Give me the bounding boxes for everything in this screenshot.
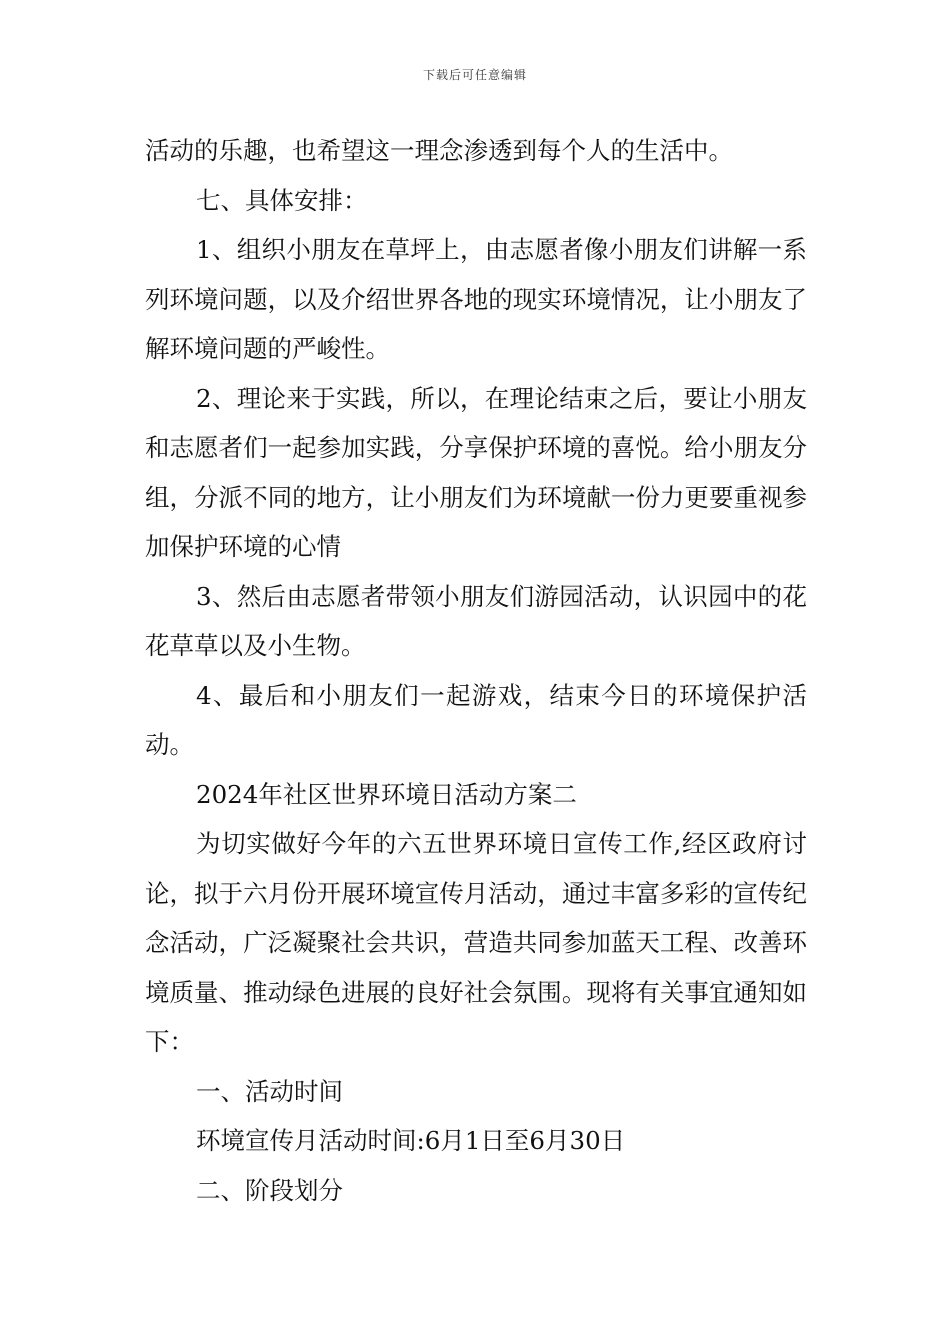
paragraph: 为切实做好今年的六五世界环境日宣传工作,经区政府讨论，拟于六月份开展环境宣传月活动，通过丰富多彩的宣传纪念活动，广泛凝聚社会共识，营造共同参加蓝天工程、改善环境质量、推动绿色进展的良好社会氛围。现将有关事宜通知如下： <box>145 829 807 1056</box>
section-heading: 二、阶段划分 <box>196 1175 343 1205</box>
section-heading: 七、具体安排： <box>196 185 368 215</box>
section-heading: 一、活动时间 <box>196 1076 343 1106</box>
document-body <box>145 126 807 1215</box>
paragraph: 3、然后由志愿者带领小朋友们游园活动，认识园中的花花草草以及小生物。 <box>145 581 807 660</box>
paragraph: 1、组织小朋友在草坪上，由志愿者像小朋友们讲解一系列环境问题，以及介绍世界各地的现实环境情况，让小朋友了解环境问题的严峻性。 <box>145 235 807 363</box>
header-note: 下载后可任意编辑 <box>422 68 527 82</box>
paragraph: 4、最后和小朋友们一起游戏，结束今日的环境保护活动。 <box>145 680 807 759</box>
paragraph: 活动的乐趣，也希望这一理念渗透到每个人的生活中。 <box>145 136 733 165</box>
paragraph: 环境宣传月活动时间:6月1日至6月30日 <box>196 1126 626 1155</box>
document-subtitle: 2024年社区世界环境日活动方案二 <box>196 779 577 809</box>
paragraph: 2、理论来于实践，所以，在理论结束之后，要让小朋友和志愿者们一起参加实践，分享保护环境的喜悦。给小朋友分组，分派不同的地方，让小朋友们为环境献一份力更要重视参加保护环境的心情 <box>145 383 807 561</box>
